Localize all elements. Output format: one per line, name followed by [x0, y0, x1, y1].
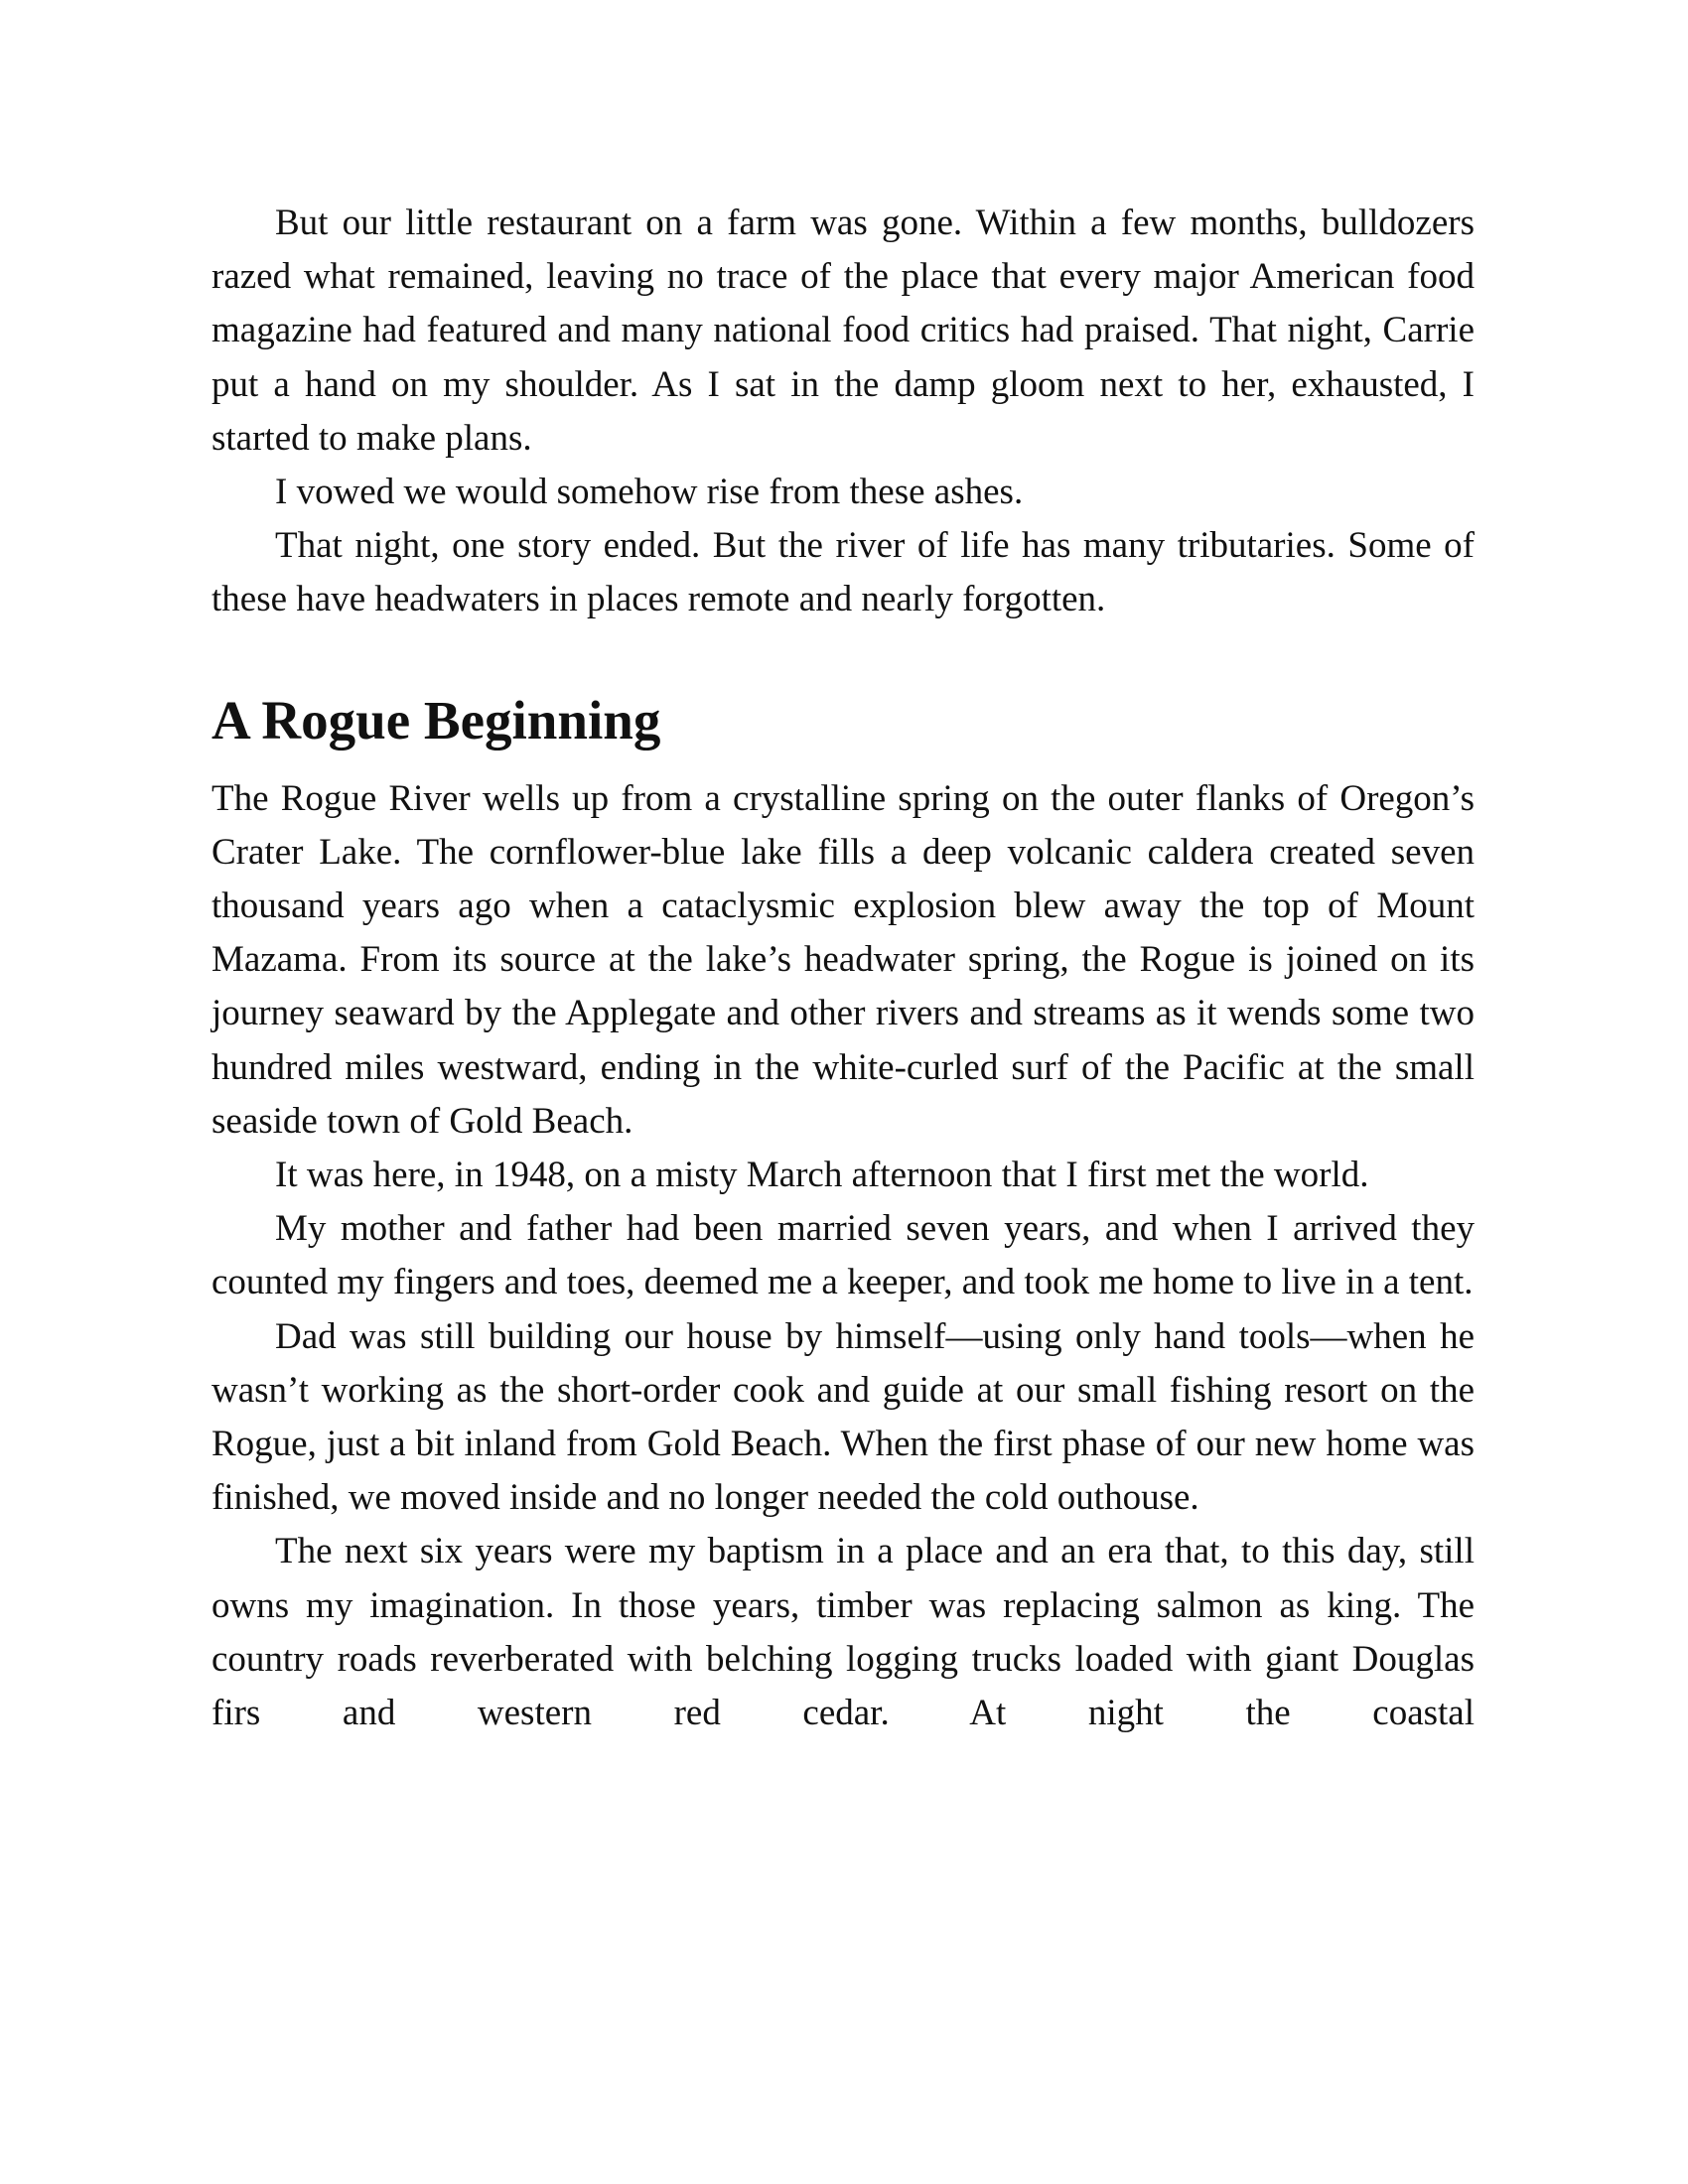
paragraph-dad-building-house: Dad was still building our house by himself—using only hand tools—when he wasn’t working as the short-order cook and guide at our small fishing resort on the Rogue, just a bit inland from Gold Beach. When the first phase of our new home was finished, we moved inside and no longer needed the cold outhouse.: [211, 1315, 1475, 1519]
paragraph-next-six-years: The next six years were my baptism in a place and an era that, to this day, still owns my imagination. In those years, timber was replacing salmon as king. The country roads reverberated with belching logging trucks loaded with giant Douglas firs and western red cedar. At night the coastal: [211, 1531, 1475, 1734]
paragraph-rogue-river: The Rogue River wells up from a crystalline spring on the outer flanks of Oregon’s Crater Lake. The cornflower-blue lake fills a deep volcanic caldera created seven thousand years ago when a cataclysmic explosion blew away the top of Mount Mazama. From its source at the lake’s headwater spring, the Rogue is joined on its journey seaward by the Applegate and other rivers and streams as it wends some two hundred miles westward, ending in the white-curled surf of the Pacific at the small seaside town of Gold Beach.: [211, 777, 1475, 1142]
section-heading: A Rogue Beginning: [211, 689, 661, 751]
paragraph-first-met-world: It was here, in 1948, on a misty March afternoon that I first met the world.: [275, 1155, 1369, 1196]
paragraph-restaurant-gone: But our little restaurant on a farm was gone. Within a few months, bulldozers razed what remained, leaving no trace of the place that every major American food magazine had featured and many national food critics had praised. That night, Carrie put a hand on my shoulder. As I sat in the damp gloom next to her, exhausted, I started to make plans.: [211, 203, 1475, 459]
text-column: [211, 197, 1475, 1740]
paragraph-story-ended: That night, one story ended. But the river of life has many tributaries. Some of these have headwaters in places remote and nearly forgotten.: [211, 525, 1475, 620]
paragraph-parents-tent: My mother and father had been married seven years, and when I arrived they counted my fingers and toes, deemed me a keeper, and took me home to live in a tent.: [211, 1208, 1475, 1303]
paragraph-vow: I vowed we would somehow rise from these ashes.: [275, 472, 1024, 513]
